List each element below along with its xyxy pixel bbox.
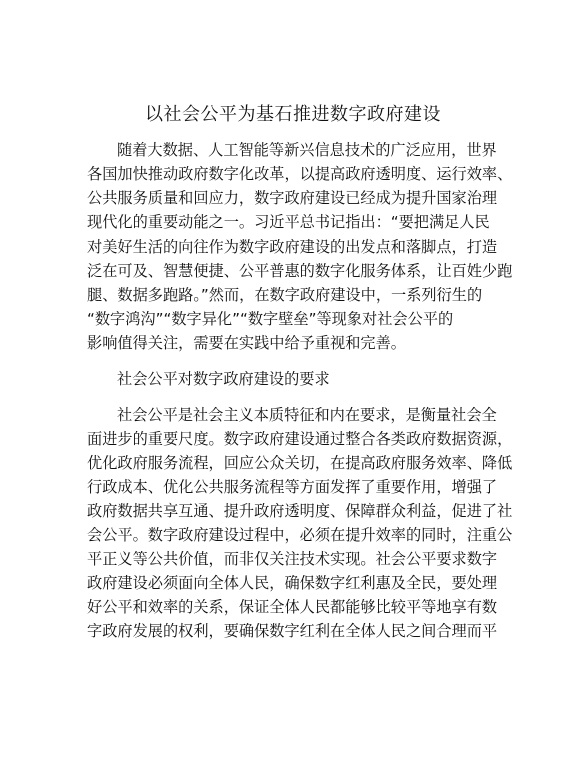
paragraph-2-line-5: 政府数据共享互通、提升政府透明度、保障群众利益，促进了社 bbox=[87, 502, 513, 520]
paragraph-1-line-8: “数字鸿沟”“数字异化”“数字壁垒”等现象对社会公平的 bbox=[87, 310, 454, 328]
paragraph-1-line-4: 现代化的重要动能之一。习近平总书记指出：“要把满足人民 bbox=[87, 213, 490, 231]
paragraph-2-line-9: 好公平和效率的关系，保证全体人民都能够比较平等地享有数 bbox=[87, 598, 498, 616]
paragraph-2-line-2: 面进步的重要尺度。数字政府建设通过整合各类政府数据资源， bbox=[87, 430, 513, 448]
paragraph-1-line-5: 对美好生活的向往作为数字政府建设的出发点和落脚点，打造 bbox=[87, 238, 498, 256]
paragraph-2-line-1: 社会公平是社会主义本质特征和内在要求，是衡量社会全 bbox=[117, 406, 497, 424]
paragraph-1-line-7: 腿、数据多跑路。”然而，在数字政府建设中，一系列衍生的 bbox=[87, 286, 483, 304]
paragraph-1-line-1: 随着大数据、人工智能等新兴信息技术的广泛应用，世界 bbox=[117, 141, 497, 159]
paragraph-1-line-3: 公共服务质量和回应力，数字政府建设已经成为提升国家治理 bbox=[87, 189, 498, 207]
section-heading: 社会公平对数字政府建设的要求 bbox=[117, 370, 330, 388]
document-title: 以社会公平为基石推进数字政府建设 bbox=[145, 104, 441, 125]
paragraph-1-line-2: 各国加快推动政府数字化改革，以提高政府透明度、运行效率、 bbox=[87, 165, 513, 183]
paragraph-2-line-10: 字政府发展的权利，要确保数字红利在全体人民之间合理而平 bbox=[87, 622, 498, 640]
paragraph-2-line-6: 会公平。数字政府建设过程中，必须在提升效率的同时，注重公 bbox=[87, 526, 513, 544]
paragraph-1-line-6: 泛在可及、智慧便捷、公平普惠的数字化服务体系，让百姓少跑 bbox=[87, 262, 513, 280]
paragraph-1-line-9: 影响值得关注，需要在实践中给予重视和完善。 bbox=[87, 334, 406, 352]
paragraph-2-line-4: 行政成本、优化公共服务流程等方面发挥了重要作用，增强了 bbox=[87, 478, 498, 496]
paragraph-2-line-8: 政府建设必须面向全体人民，确保数字红利惠及全民，要处理 bbox=[87, 574, 498, 592]
paragraph-2-line-3: 优化政府服务流程，回应公众关切，在提高政府服务效率、降低 bbox=[87, 454, 513, 472]
paragraph-2-line-7: 平正义等公共价值，而非仅关注技术实现。社会公平要求数字 bbox=[87, 550, 498, 568]
